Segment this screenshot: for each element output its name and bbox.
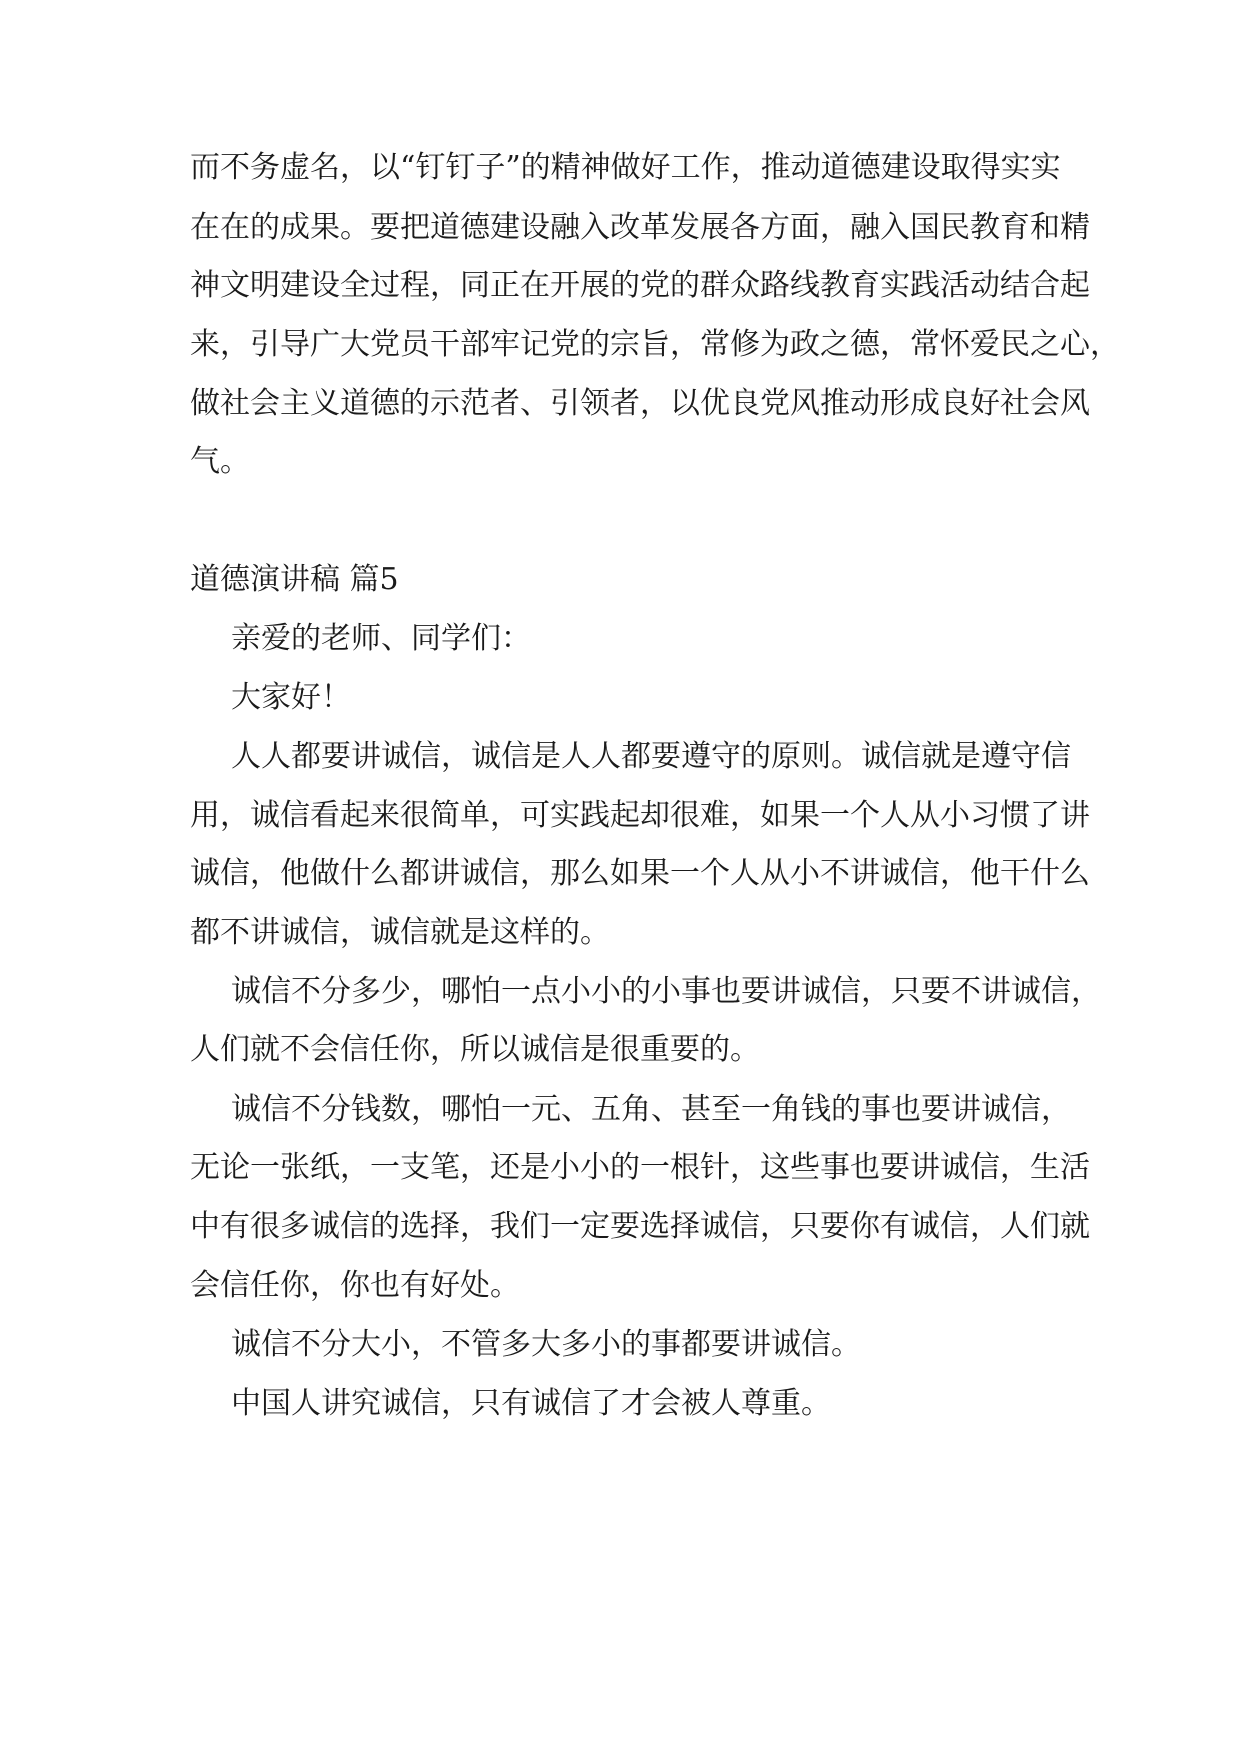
- paragraph-line: 神文明建设全过程，同正在开展的党的群众路线教育实践活动结合起: [190, 268, 1090, 303]
- paragraph-line: 气。: [190, 444, 250, 479]
- paragraph-line: 人们就不会信任你，所以诚信是很重要的。: [190, 1032, 760, 1067]
- paragraph-line: 用，诚信看起来很简单，可实践起却很难，如果一个人从小习惯了讲: [190, 798, 1090, 833]
- paragraph-line: 来，引导广大党员干部牢记党的宗旨，常修为政之德，常怀爱民之心，: [190, 327, 1120, 362]
- paragraph-line: 中国人讲究诚信，只有诚信了才会被人尊重。: [231, 1386, 831, 1421]
- paragraph-line: 中有很多诚信的选择，我们一定要选择诚信，只要你有诚信，人们就: [190, 1209, 1090, 1244]
- paragraph-line: 会信任你，你也有好处。: [190, 1268, 520, 1303]
- paragraph-line: 诚信不分钱数，哪怕一元、五角、甚至一角钱的事也要讲诚信，: [231, 1092, 1071, 1127]
- paragraph-line: 诚信不分大小，不管多大多小的事都要讲诚信。: [231, 1327, 861, 1362]
- paragraph-line: 无论一张纸，一支笔，还是小小的一根针，这些事也要讲诚信，生活: [190, 1150, 1090, 1185]
- greeting: 大家好！: [231, 680, 351, 715]
- paragraph-line: 做社会主义道德的示范者、引领者，以优良党风推动形成良好社会风: [190, 386, 1090, 421]
- paragraph-line: 在在的成果。要把道德建设融入改革发展各方面，融入国民教育和精: [190, 210, 1090, 245]
- paragraph-line: 而不务虚名，以“钉钉子”的精神做好工作，推动道德建设取得实实: [190, 150, 1061, 185]
- paragraph-line: 诚信不分多少，哪怕一点小小的小事也要讲诚信，只要不讲诚信，: [231, 974, 1101, 1009]
- paragraph-line: 诚信，他做什么都讲诚信，那么如果一个人从小不讲诚信，他干什么: [190, 856, 1090, 891]
- salutation: 亲爱的老师、同学们：: [231, 621, 531, 656]
- section-title: 道德演讲稿 篇5: [190, 562, 399, 597]
- paragraph-line: 都不讲诚信，诚信就是这样的。: [190, 915, 610, 950]
- paragraph-line: 人人都要讲诚信，诚信是人人都要遵守的原则。诚信就是遵守信: [231, 739, 1071, 774]
